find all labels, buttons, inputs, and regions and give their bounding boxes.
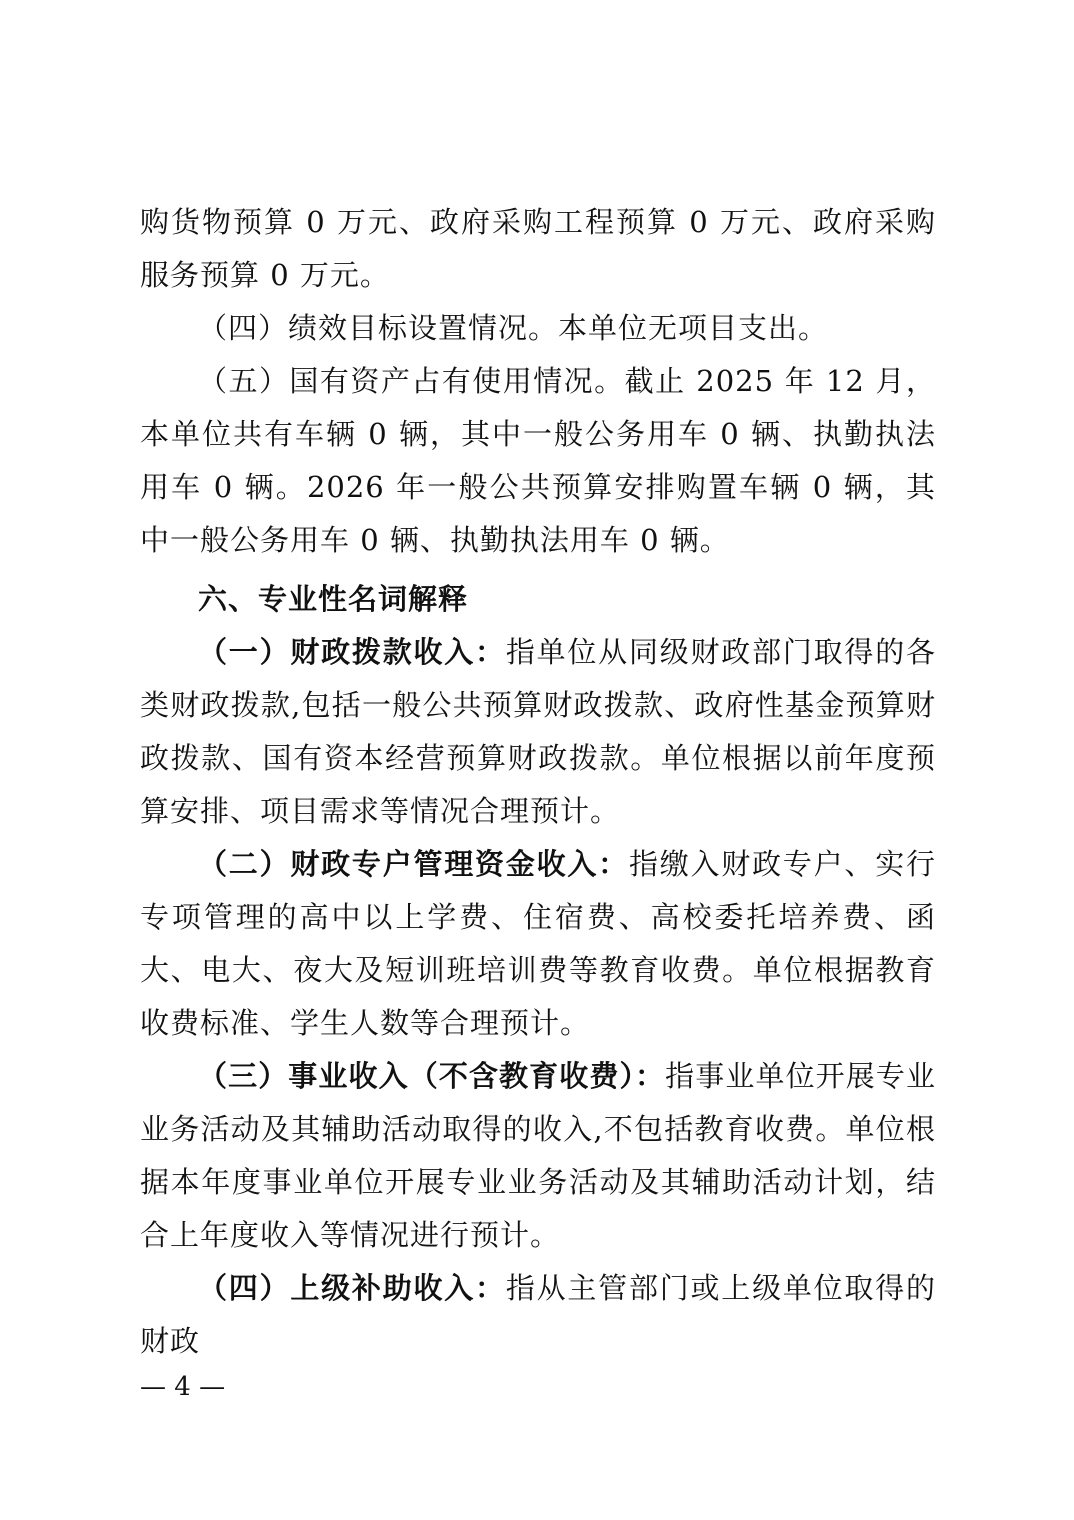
term-paragraph-3 (140, 1050, 936, 1262)
term-text-2: 指缴入财政专户、实行专项管理的高中以上学费、住宿费、高校委托培养费、函大、电大、夜大及短训班培训费等教育收费。单位根据教育收费标准、学生人数等合理预计。 (140, 847, 936, 1040)
paragraph-performance-targets: （四）绩效目标设置情况。本单位无项目支出。 (198, 311, 829, 345)
term-text-1: 指单位从同级财政部门取得的各类财政拨款,包括一般公共预算财政拨款、政府性基金预算财政拨款、国有资本经营预算财政拨款。单位根据以前年度预算安排、项目需求等情况合理预计。 (140, 635, 936, 828)
term-label-1: （一）财政拨款收入： (198, 635, 506, 669)
page-number: — 4 — (140, 1372, 226, 1402)
section-heading-terms: 六、专业性名词解释 (198, 582, 469, 616)
term-text-3: 指事业单位开展专业业务活动及其辅助活动取得的收入,不包括教育收费。单位根据本年度事业单位开展专业业务活动及其辅助活动计划，结合上年度收入等情况进行预计。 (140, 1059, 936, 1252)
term-text-4: 指从主管部门或上级单位取得的财政 (140, 1271, 936, 1358)
term-paragraph-1 (140, 626, 936, 838)
term-paragraph-2 (140, 838, 936, 1050)
term-paragraph-4 (140, 1262, 936, 1368)
paragraph-procurement-cont: 购货物预算 0 万元、政府采购工程预算 0 万元、政府采购服务预算 0 万元。 (140, 205, 936, 292)
term-label-3: （三）事业收入（不含教育收费）： (198, 1059, 666, 1093)
document-page (140, 196, 936, 1368)
term-label-4: （四）上级补助收入： (198, 1271, 506, 1305)
paragraph-state-assets: （五）国有资产占有使用情况。截止 2025 年 12 月，本单位共有车辆 0 辆，其中一般公务用车 0 辆、执勤执法用车 0 辆。2026 年一般公共预算安排购置车辆 0 辆，其中一般公务用车 0 辆、执勤执法用车 0 辆。 (140, 364, 936, 557)
term-label-2: （二）财政专户管理资金收入： (198, 847, 629, 881)
